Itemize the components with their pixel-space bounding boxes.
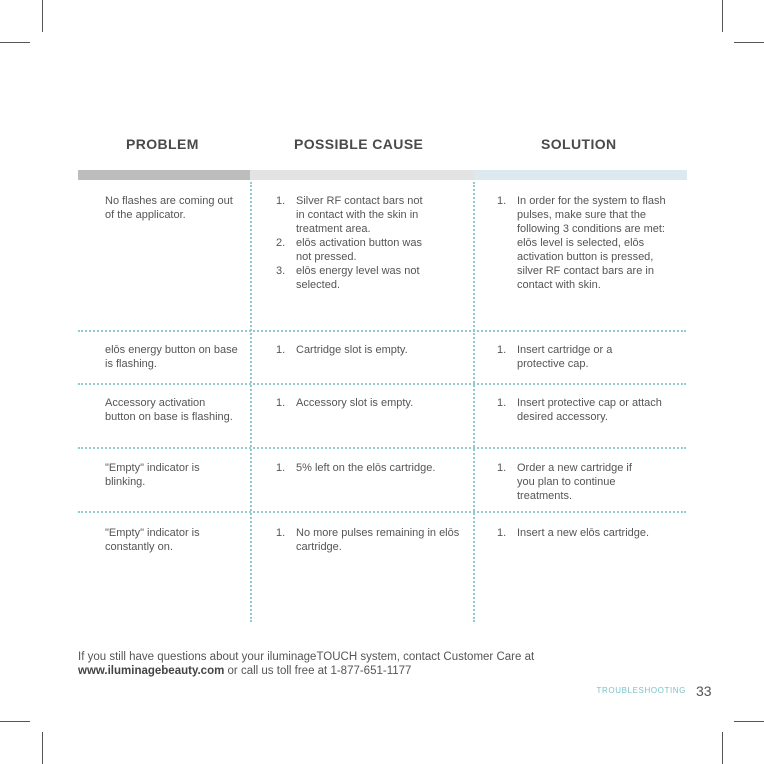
problem-cell: No flashes are coming out of the applicator. xyxy=(105,195,233,221)
cause-cell xyxy=(276,343,461,357)
solution-cell xyxy=(497,343,637,371)
solution-cell xyxy=(497,396,662,424)
column-divider xyxy=(250,182,252,622)
crop-mark xyxy=(734,721,764,722)
list-item: 1. In order for the system to flash pulses, make sure that the following 3 conditions are met: elōs level is selected, elōs activation button is pressed, silver RF contact bars are in contact with skin. xyxy=(497,195,666,291)
crop-mark xyxy=(0,42,30,43)
list-item: 1. 5% left on the elōs cartridge. xyxy=(276,462,436,474)
row-divider xyxy=(78,383,686,385)
crop-mark xyxy=(42,732,43,764)
website-link[interactable]: www.iluminagebeauty.com xyxy=(78,665,225,677)
solution-cell xyxy=(497,461,647,503)
problem-cell: "Empty" indicator is blinking. xyxy=(105,462,200,488)
list-item: 1. Insert a new elōs cartridge. xyxy=(497,527,650,539)
crop-mark xyxy=(0,721,30,722)
crop-mark xyxy=(722,0,723,32)
row-divider xyxy=(78,330,686,332)
header-solution: SOLUTION xyxy=(541,136,617,152)
solution-cell xyxy=(497,194,667,292)
page-number: 33 xyxy=(696,683,712,699)
header-possible-cause: POSSIBLE CAUSE xyxy=(294,136,424,152)
header-problem: PROBLEM xyxy=(126,136,199,152)
crop-mark xyxy=(42,0,43,32)
list-item: 1. No more pulses remaining in elōs cartridge. xyxy=(276,527,460,553)
list-item: 3. elōs energy level was not selected. xyxy=(276,265,420,291)
contact-line-2: www.iluminagebeauty.com or call us toll free at 1-877-651-1177 xyxy=(78,665,412,677)
cause-cell xyxy=(276,396,461,410)
solution-cell xyxy=(497,526,672,540)
list-item: 1. Accessory slot is empty. xyxy=(276,397,414,409)
cause-cell xyxy=(276,194,426,292)
crop-mark xyxy=(722,732,723,764)
list-item: 2. elōs activation button was not pressed. xyxy=(276,237,422,263)
cause-cell xyxy=(276,526,461,554)
list-item: 1. Order a new cartridge if you plan to continue treatments. xyxy=(497,462,632,502)
header-bar-solution xyxy=(474,170,687,180)
row-divider xyxy=(78,447,686,449)
header-bar-cause xyxy=(250,170,474,180)
problem-cell: "Empty" indicator is constantly on. xyxy=(105,527,200,553)
row-divider xyxy=(78,511,686,513)
list-item: 1. Silver RF contact bars not in contact with the skin in treatment area. xyxy=(276,195,423,235)
contact-line-1: If you still have questions about your iluminageTOUCH system, contact Customer Care at xyxy=(78,651,535,663)
header-bar-problem xyxy=(78,170,250,180)
section-label: TROUBLESHOOTING xyxy=(596,686,686,695)
list-item: 1. Insert protective cap or attach desired accessory. xyxy=(497,397,662,423)
column-divider xyxy=(473,182,475,622)
list-item: 1. Cartridge slot is empty. xyxy=(276,344,408,356)
cause-cell xyxy=(276,461,466,475)
contact-note xyxy=(78,650,534,678)
problem-cell: Accessory activation button on base is flashing. xyxy=(105,397,233,423)
list-item: 1. Insert cartridge or a protective cap. xyxy=(497,344,613,370)
crop-mark xyxy=(734,42,764,43)
problem-cell: elōs energy button on base is flashing. xyxy=(105,344,238,370)
